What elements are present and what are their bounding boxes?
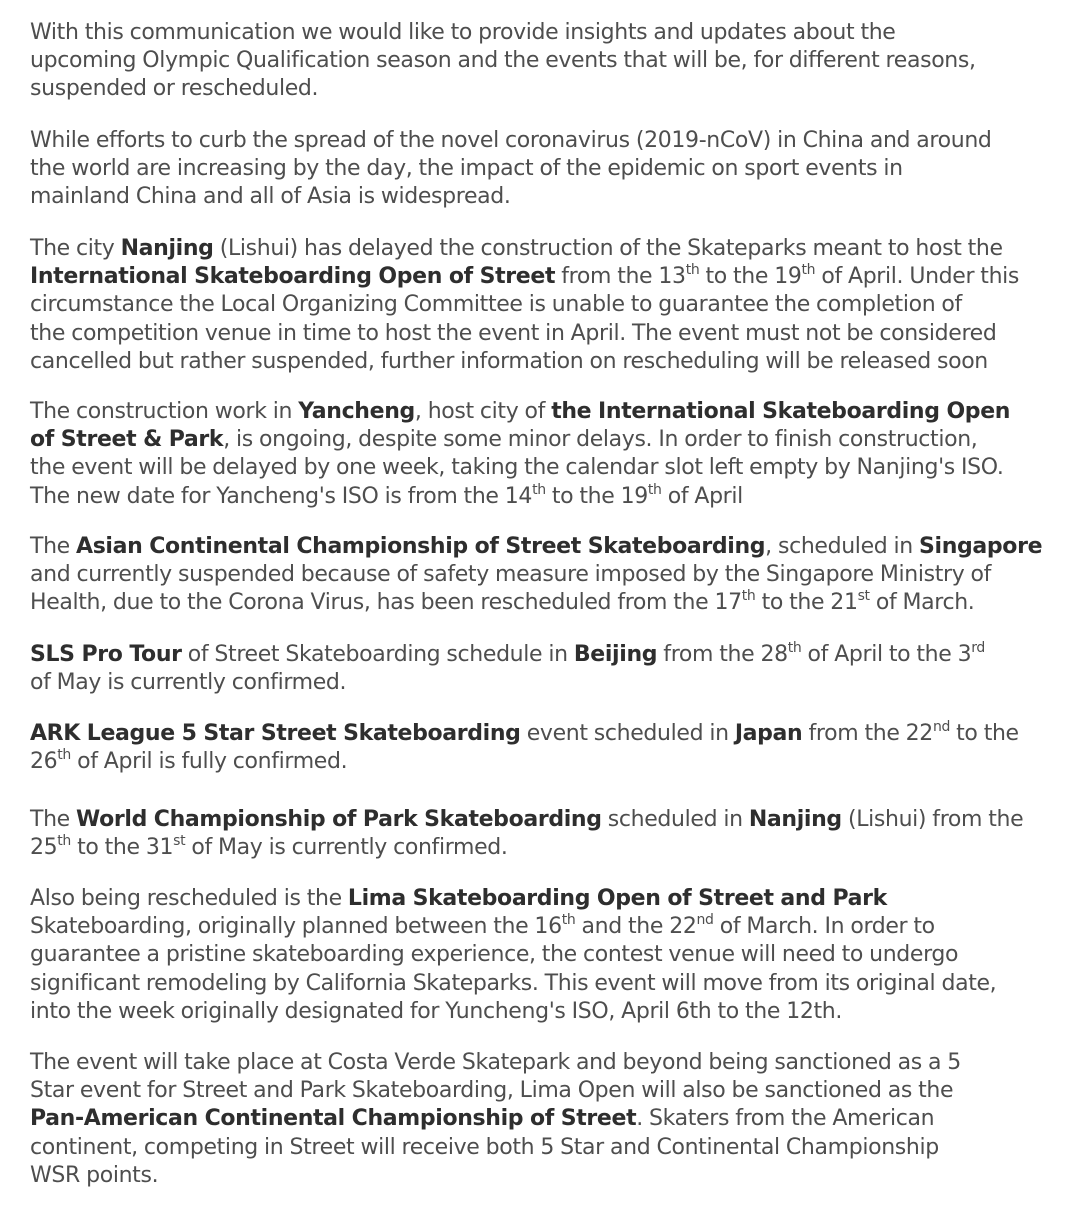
text-run: of March.: [869, 590, 975, 616]
bold-text: Pan-American Continental Championship of Street: [30, 1106, 637, 1132]
paragraph-world-championship-park: [30, 806, 1023, 862]
ordinal-suffix: th: [787, 640, 802, 656]
text-run: With this communication we would like to provide insights and updates about the upcoming Olympic Qualification season and the events that will be, for different reasons, suspended or rescheduled.: [30, 20, 976, 102]
text-run: from the 13: [555, 264, 686, 290]
paragraph-lima-open: [30, 885, 996, 1026]
text-run: of Street Skateboarding schedule in: [181, 642, 574, 667]
bold-text: ARK League 5 Star Street Skateboarding: [30, 721, 521, 746]
text-run: The construction work in: [30, 399, 299, 424]
text-run: (Lishui) has delayed the construction of the Skateparks meant to host the: [219, 236, 1003, 261]
bold-text: Singapore: [919, 534, 1043, 559]
paragraph-asian-continental: [30, 533, 1042, 618]
text-run: The city: [30, 236, 121, 261]
paragraph-nanjing-iso: [30, 235, 1019, 376]
text-run: , host city of: [414, 399, 552, 424]
ordinal-suffix: nd: [696, 912, 714, 929]
ordinal-suffix: th: [647, 481, 662, 498]
ordinal-suffix: th: [801, 262, 816, 279]
bold-text: Yancheng: [298, 399, 415, 424]
text-run: (Lishui) from the 25: [30, 807, 1024, 861]
paragraph-lima-sanction: [30, 1049, 961, 1190]
text-run: of May is currently confirmed.: [30, 670, 347, 696]
text-run: The event will take place at Costa Verde Skatepark and beyond being sanctioned as a 5 Star event for Street and Park Skateboarding, Lima Open will also be sanctioned as the: [30, 1050, 961, 1104]
paragraph-intro: [30, 19, 976, 104]
ordinal-suffix: th: [57, 833, 71, 850]
bold-text: Beijing: [573, 642, 658, 667]
ordinal-suffix: th: [532, 481, 546, 498]
text-run: Skateboarding, originally planned between the 16: [30, 914, 562, 940]
text-run: scheduled in: [601, 807, 749, 832]
ordinal-suffix: nd: [932, 719, 951, 735]
paragraph-yancheng-iso: [30, 398, 1010, 511]
bold-text: Nanjing: [120, 236, 214, 261]
text-run: , scheduled in: [765, 534, 920, 559]
text-run: . Skaters from the American continent, competing in Street will receive both 5 Star and Continental Championship WSR points.: [30, 1106, 939, 1188]
text-run: event scheduled in: [520, 721, 735, 746]
text-run: from the 28: [657, 642, 788, 667]
paragraph-coronavirus-impact: [30, 127, 992, 212]
text-run: from the 22: [802, 721, 933, 746]
bold-text: World Championship of Park Skateboarding: [76, 807, 602, 832]
bold-text: International Skateboarding Open of Street: [30, 264, 556, 290]
bold-text: Nanjing: [748, 807, 842, 832]
text-run: to the 19: [545, 483, 648, 509]
text-run: of March. In order to guarantee a pristine skateboarding experience, the contest venue will need to undergo significant remodeling by California Skateparks. This event will move from its original date, into the week originally designated for Yuncheng's ISO, April 6th to the 12th.: [30, 914, 997, 1024]
text-run: of April: [661, 483, 743, 509]
ordinal-suffix: rd: [971, 640, 985, 656]
text-run: While efforts to curb the spread of the novel coronavirus (2019-nCoV) in China and around the world are increasing by the day, the impact of the epidemic on sport events in mainland China and all of Asia is widespread.: [30, 128, 992, 210]
text-run: Also being rescheduled is the: [30, 886, 348, 911]
ordinal-suffix: th: [741, 588, 756, 605]
text-run: and the 22: [575, 914, 697, 940]
ordinal-suffix: th: [561, 912, 576, 929]
text-run: and currently suspended because of safety measure imposed by the Singapore Ministry of Health, due to the Corona Virus, has been rescheduled from the 17: [30, 562, 992, 616]
bold-text: Japan: [734, 721, 803, 746]
text-run: to the 31: [70, 835, 174, 861]
ordinal-suffix: st: [857, 588, 870, 605]
bold-text: Asian Continental Championship of Street Skateboarding: [76, 534, 766, 559]
paragraph-ark-league: [30, 720, 1019, 776]
text-run: to the 19: [699, 264, 802, 290]
text-run: of April. Under this circumstance the Local Organizing Committee is unable to guarantee the completion of the competition venue in time to host the event in April. The event must not be considered cancelled but rather suspended, further information on rescheduling will be released soon: [30, 264, 1020, 374]
text-run: of May is currently confirmed.: [185, 835, 508, 861]
paragraph-sls-pro-tour: [30, 641, 985, 697]
bold-text: SLS Pro Tour: [30, 642, 182, 667]
text-run: of April is fully confirmed.: [70, 749, 348, 775]
ordinal-suffix: th: [57, 747, 71, 764]
text-run: of April to the 3: [801, 642, 972, 667]
text-run: to the 21: [755, 590, 858, 616]
text-run: The: [30, 807, 77, 832]
text-run: to the 26: [30, 721, 1019, 775]
ordinal-suffix: th: [685, 262, 700, 279]
text-run: The: [30, 534, 77, 559]
bold-text: Lima Skateboarding Open of Street and Park: [347, 886, 887, 911]
bold-text: the International Skateboarding Open of Street & Park: [30, 399, 1011, 453]
text-run: , is ongoing, despite some minor delays. In order to finish construction, the event will be delayed by one week, taking the calendar slot left empty by Nanjing's ISO. The new date for Yancheng's ISO is from the 14: [30, 427, 1004, 509]
ordinal-suffix: st: [173, 833, 186, 850]
